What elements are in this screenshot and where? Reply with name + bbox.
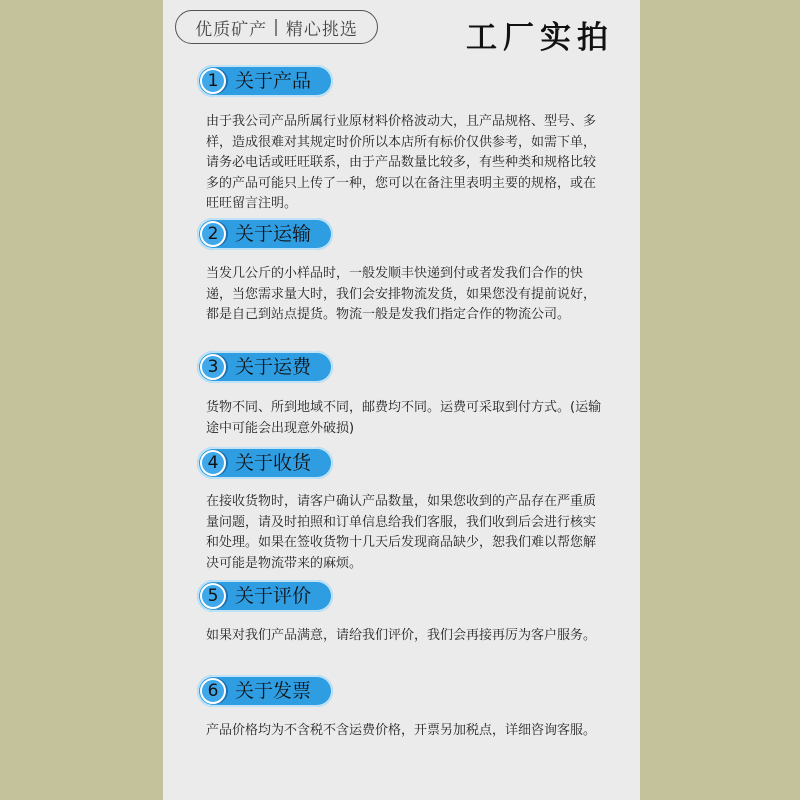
- section-number-badge: 4: [200, 450, 226, 476]
- section-header-products: [197, 65, 333, 97]
- section-number-badge: 5: [200, 583, 226, 609]
- section-header-invoice: [197, 675, 333, 707]
- section-header-freight: [197, 351, 333, 383]
- tag-separator: |: [273, 17, 280, 37]
- section-title: 关于收货: [235, 452, 312, 474]
- section-title: 关于运输: [235, 223, 312, 245]
- section-title: 关于评价: [235, 585, 312, 607]
- tag-left-text: 优质矿产: [195, 19, 268, 40]
- section-text-freight: 货物不同、所到地域不同，邮费均不同。运费可采取到付方式。(运输途中可能会出现意外破损): [206, 400, 602, 436]
- section-number-badge: 3: [200, 354, 226, 380]
- section-title: 关于运费: [235, 356, 312, 378]
- section-text-shipping: 当发几公斤的小样品时，一般发顺丰快递到付或者发我们合作的快递，当您需求量大时，我们会安排物流发货，如果您没有提前说好，都是自己到站点提货。物流一般是发我们指定合作的物流公司。: [206, 266, 597, 322]
- section-header-receiving: [197, 447, 333, 479]
- tag-right-text: 精心挑选: [285, 19, 358, 40]
- section-number-badge: 6: [200, 678, 226, 704]
- section-header-reviews: [197, 580, 333, 612]
- section-text-reviews: 如果对我们产品满意，请给我们评价，我们会再接再厉为客户服务。: [206, 628, 597, 643]
- section-text-products: 由于我公司产品所属行业原材料价格波动大，且产品规格、型号、多样，造成很难对其规定时价所以本店所有标价仅供参考，如需下单，请务必电话或旺旺联系，由于产品数量比较多，有些种类和规格比较多的产品可能只上传了一种，您可以在备注里表明主要的规格，或在旺旺留言注明。: [206, 114, 597, 211]
- section-title: 关于发票: [235, 680, 312, 702]
- quality-tag: [175, 10, 378, 44]
- section-text-receiving: 在接收货物时，请客户确认产品数量，如果您收到的产品存在严重质量问题，请及时拍照和订单信息给我们客服，我们收到后会进行核实和处理。如果在签收货物十几天后发现商品缺少，恕我们难以帮您解决可能是物流带来的麻烦。: [206, 494, 597, 571]
- section-title: 关于产品: [235, 70, 312, 92]
- page-title: 工厂实拍: [466, 20, 614, 56]
- section-number-badge: 2: [200, 221, 226, 247]
- section-header-shipping: [197, 218, 333, 250]
- section-text-invoice: 产品价格均为不含税不含运费价格，开票另加税点，详细咨询客服。: [206, 723, 597, 738]
- section-number-badge: 1: [200, 68, 226, 94]
